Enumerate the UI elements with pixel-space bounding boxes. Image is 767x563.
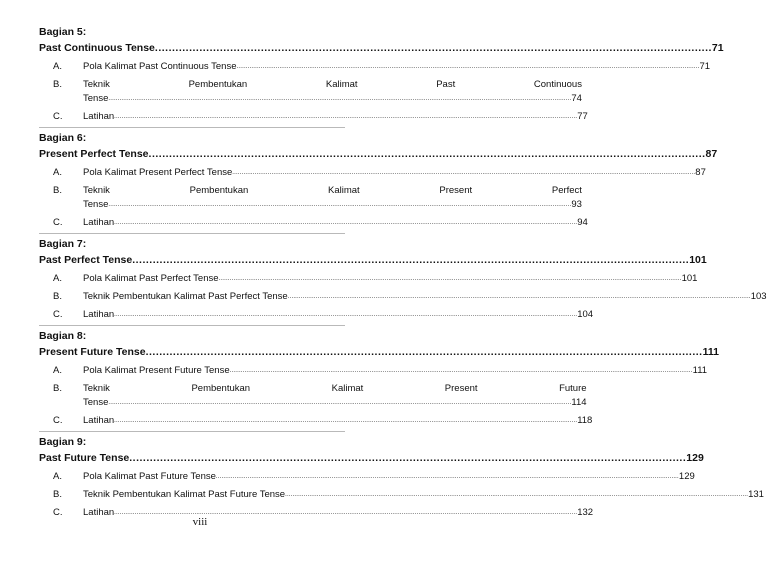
- entry-text: Teknik Pembentukan Kalimat Past Perfect Tense: [83, 291, 288, 302]
- entry-page: 131: [748, 489, 764, 500]
- dot-leader: [155, 40, 712, 56]
- toc-entry[interactable]: [39, 470, 695, 484]
- toc-entry[interactable]: [39, 166, 706, 180]
- entry-letter: C.: [53, 309, 63, 320]
- entry-letter: B.: [53, 291, 62, 302]
- chapter-title-row[interactable]: [39, 344, 719, 360]
- dot-leader: [288, 290, 751, 304]
- toc-entry[interactable]: [39, 272, 698, 286]
- chapter-title-row[interactable]: [39, 252, 707, 268]
- section-divider: [39, 233, 345, 234]
- table-of-contents: [39, 24, 767, 520]
- entry-page: 71: [699, 61, 711, 72]
- entry-page: 103: [750, 291, 767, 302]
- chapter-label: Bagian 5:: [39, 26, 87, 38]
- entry-page: 94: [577, 217, 588, 228]
- toc-entry[interactable]: [39, 364, 708, 378]
- chapter-page: 87: [705, 148, 718, 160]
- entry-page: 132: [577, 507, 594, 518]
- chapter-title: Present Future Tense: [39, 346, 146, 358]
- entry-page: 114: [571, 397, 587, 408]
- entry-text: Latihan: [83, 309, 115, 320]
- chapter-title: Past Perfect Tense: [39, 254, 133, 266]
- entry-letter: B.: [53, 489, 62, 500]
- entry-page: 111: [692, 365, 708, 376]
- dot-leader: [219, 272, 682, 286]
- entry-text-line1: Teknik Pembentukan Kalimat Present Future: [83, 383, 587, 394]
- chapter-page: 101: [689, 254, 707, 266]
- entry-letter: A.: [53, 471, 62, 482]
- chapter-label: Bagian 6:: [39, 132, 87, 144]
- entry-text: Latihan: [83, 217, 115, 228]
- toc-chapter: [39, 24, 724, 128]
- toc-entry[interactable]: [39, 110, 588, 124]
- entry-letter: A.: [53, 273, 62, 284]
- chapter-page: 129: [686, 452, 704, 464]
- dot-leader: [237, 60, 700, 74]
- dot-leader: [114, 308, 577, 322]
- entry-page: 87: [695, 167, 706, 178]
- entry-letter: A.: [53, 167, 62, 178]
- chapter-label: Bagian 8:: [39, 330, 87, 342]
- chapter-title: Past Continuous Tense: [39, 42, 155, 54]
- entry-letter: A.: [53, 61, 62, 72]
- chapter-title: Past Future Tense: [39, 452, 130, 464]
- chapter-page: 71: [711, 42, 724, 54]
- entry-text: Teknik Pembentukan Kalimat Past Future Tense: [83, 489, 286, 500]
- entry-letter: C.: [53, 111, 63, 122]
- entry-page: 101: [681, 273, 698, 284]
- entry-letter: C.: [53, 415, 63, 426]
- dot-leader: [114, 216, 577, 230]
- toc-entry[interactable]: [39, 414, 593, 428]
- dot-leader: [108, 396, 571, 410]
- dot-leader: [132, 252, 689, 268]
- entry-letter: C.: [53, 217, 63, 228]
- entry-text-line1: Teknik Pembentukan Kalimat Past Continuous: [83, 79, 582, 90]
- entry-text: Latihan: [83, 415, 115, 426]
- dot-leader: [232, 166, 695, 180]
- entry-text: Pola Kalimat Present Perfect Tense: [83, 167, 233, 178]
- entry-page: 104: [577, 309, 594, 320]
- entry-page: 74: [571, 93, 582, 104]
- dot-leader: [114, 414, 577, 428]
- chapter-title-row[interactable]: [39, 40, 724, 56]
- entry-text: Latihan: [83, 507, 115, 518]
- dot-leader: [146, 344, 703, 360]
- chapter-title-row[interactable]: [39, 146, 718, 162]
- dot-leader: [108, 198, 571, 212]
- toc-entry[interactable]: [39, 78, 582, 106]
- toc-entry[interactable]: [39, 184, 582, 212]
- entry-text: Pola Kalimat Past Continuous Tense: [83, 61, 237, 72]
- entry-text: Tense: [83, 93, 109, 104]
- entry-letter: A.: [53, 365, 62, 376]
- page-number: viii: [192, 516, 208, 528]
- dot-leader: [129, 450, 686, 466]
- entry-text: Pola Kalimat Present Future Tense: [83, 365, 230, 376]
- toc-chapter: [39, 236, 767, 326]
- dot-leader: [108, 92, 571, 106]
- chapter-title-row[interactable]: [39, 450, 704, 466]
- entry-page: 118: [577, 415, 593, 426]
- entry-letter: B.: [53, 79, 62, 90]
- entry-text: Tense: [83, 397, 109, 408]
- toc-entry[interactable]: [39, 290, 767, 304]
- entry-page: 129: [678, 471, 695, 482]
- section-divider: [39, 325, 345, 326]
- chapter-label: Bagian 7:: [39, 238, 87, 250]
- toc-chapter: [39, 434, 764, 520]
- entry-page: 77: [577, 111, 588, 122]
- toc-entry[interactable]: [39, 488, 764, 502]
- toc-entry[interactable]: [39, 60, 711, 74]
- toc-entry[interactable]: [39, 216, 588, 230]
- entry-text-line1: Teknik Pembentukan Kalimat Present Perfect: [83, 185, 582, 196]
- entry-page: 93: [571, 199, 582, 210]
- chapter-page: 111: [702, 346, 719, 358]
- chapter-title: Present Perfect Tense: [39, 148, 149, 160]
- dot-leader: [149, 146, 706, 162]
- entry-letter: C.: [53, 507, 63, 518]
- dot-leader: [216, 470, 679, 484]
- section-divider: [39, 431, 345, 432]
- section-divider: [39, 127, 345, 128]
- toc-entry[interactable]: [39, 382, 587, 410]
- dot-leader: [114, 110, 577, 124]
- entry-text: Pola Kalimat Past Future Tense: [83, 471, 216, 482]
- chapter-label: Bagian 9:: [39, 436, 87, 448]
- toc-entry[interactable]: [39, 308, 594, 322]
- toc-chapter: [39, 130, 718, 234]
- toc-chapter: [39, 328, 719, 432]
- entry-text: Pola Kalimat Past Perfect Tense: [83, 273, 219, 284]
- entry-letter: B.: [53, 383, 62, 394]
- dot-leader: [230, 364, 693, 378]
- entry-letter: B.: [53, 185, 62, 196]
- entry-text: Latihan: [83, 111, 115, 122]
- dot-leader: [285, 488, 748, 502]
- entry-text: Tense: [83, 199, 109, 210]
